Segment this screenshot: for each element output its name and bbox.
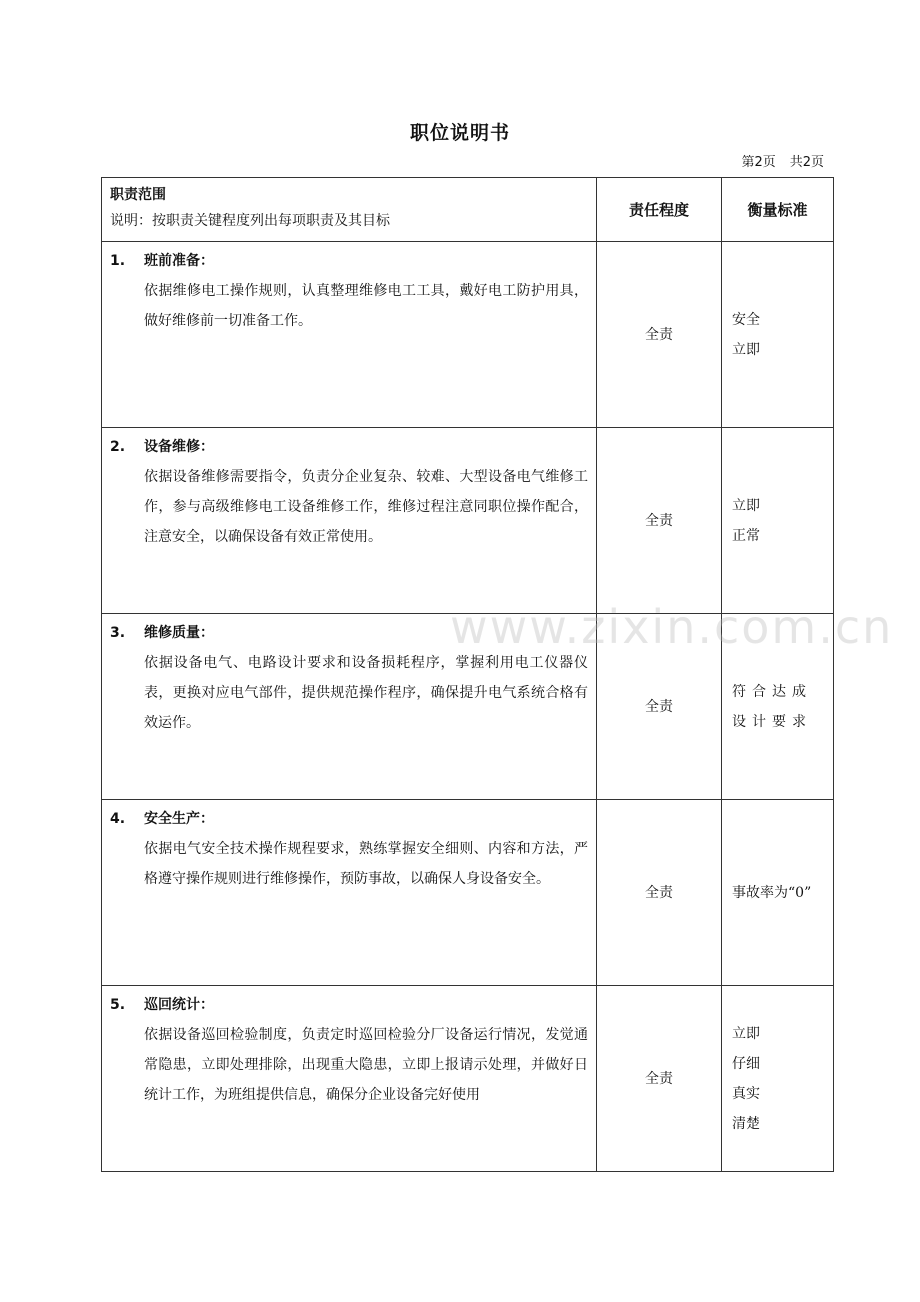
table-header-row: [102, 178, 834, 242]
standard-item: 符合达成设计要求: [732, 683, 812, 730]
table-row: [102, 986, 834, 1172]
standard-item: 清楚: [732, 1115, 760, 1132]
duty-cell: [102, 242, 597, 428]
standard-item: 立即: [732, 1025, 760, 1042]
duty-standards: [722, 242, 834, 428]
duty-description: 依据设备巡回检验制度，负责定时巡回检验分厂设备运行情况，发觉通常隐患，立即处理排除，出现重大隐患，立即上报请示处理，并做好日统计工作，为班组提供信息，确保分企业设备完好使用: [144, 1027, 588, 1103]
standard-item: 立即: [732, 497, 760, 514]
duty-responsibility: 全责: [597, 614, 722, 800]
duty-description: 依据设备电气、电路设计要求和设备损耗程序，掌握利用电工仪器仪表，更换对应电气部件，提供规范操作程序，确保提升电气系统合格有效运作。: [144, 655, 588, 731]
document-title: 职位说明书: [409, 122, 510, 144]
duty-standards: [722, 614, 834, 800]
duty-description: 依据设备维修需要指令，负责分企业复杂、较难、大型设备电气维修工作，参与高级维修电工设备维修工作，维修过程注意同职位操作配合，注意安全，以确保设备有效正常使用。: [144, 469, 588, 545]
table-row: [102, 800, 834, 986]
duty-description: 依据维修电工操作规则，认真整理维修电工工具，戴好电工防护用具，做好维修前一切准备工作。: [144, 283, 588, 329]
duty-number: 1.: [110, 253, 126, 269]
table-row: [102, 242, 834, 428]
duties-table: [101, 177, 834, 1172]
page-total: 共2页: [789, 155, 824, 170]
header-standard: 衡量标准: [722, 178, 834, 242]
table-row: [102, 428, 834, 614]
duty-heading: 维修质量：: [144, 625, 214, 641]
duty-heading: 设备维修：: [144, 439, 214, 455]
standard-item: 立即: [732, 341, 760, 358]
duty-number: 4.: [110, 811, 126, 827]
duty-standards: [722, 986, 834, 1172]
duty-standards: [722, 428, 834, 614]
duty-cell: [102, 428, 597, 614]
table-row: [102, 614, 834, 800]
duty-description: 依据电气安全技术操作规程要求，熟练掌握安全细则、内容和方法，严格遵守操作规则进行维修操作，预防事故，以确保人身设备安全。: [144, 841, 588, 887]
duty-number: 2.: [110, 439, 126, 455]
header-responsibility: 责任程度: [597, 178, 722, 242]
standard-item: 事故率为“0”: [732, 884, 812, 901]
standard-item: 仔细: [732, 1055, 760, 1072]
duty-heading: 班前准备：: [144, 253, 214, 269]
duty-standards: [722, 800, 834, 986]
header-scope-cell: [102, 178, 597, 242]
header-scope-note: 说明：按职责关键程度列出每项职责及其目标: [110, 213, 390, 229]
duty-responsibility: 全责: [597, 986, 722, 1172]
page-indicator: [737, 151, 824, 170]
duty-cell: [102, 800, 597, 986]
standard-item: 安全: [732, 311, 760, 328]
header-scope-title: 职责范围: [110, 187, 166, 203]
standard-item: 正常: [732, 527, 760, 544]
duty-responsibility: 全责: [597, 428, 722, 614]
duty-responsibility: 全责: [597, 800, 722, 986]
duty-cell: [102, 986, 597, 1172]
standard-item: 真实: [732, 1085, 760, 1102]
duty-number: 3.: [110, 625, 126, 641]
watermark: www.zixin.com.cn: [450, 600, 894, 654]
page-current: 第2页: [741, 155, 776, 170]
duty-heading: 安全生产：: [144, 811, 214, 827]
duty-responsibility: 全责: [597, 242, 722, 428]
duty-cell: [102, 614, 597, 800]
duty-heading: 巡回统计：: [144, 997, 214, 1013]
duty-number: 5.: [110, 997, 126, 1013]
